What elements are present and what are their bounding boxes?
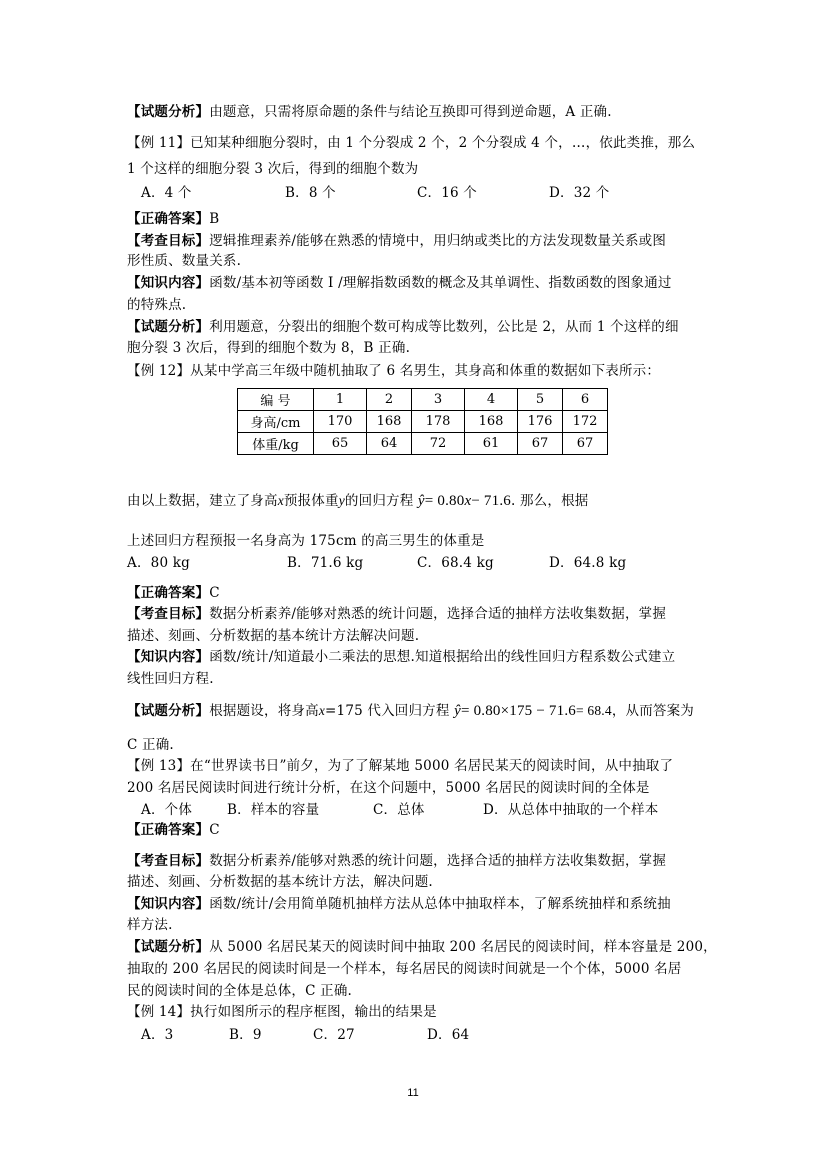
knowledge-line2: 线性回归方程. xyxy=(127,671,214,687)
text: 预报体重 xyxy=(283,493,339,509)
section-tag: 【试题分析】 xyxy=(127,703,210,719)
analysis-line1 xyxy=(127,938,717,956)
table-header-row xyxy=(238,389,608,411)
goal-line1 xyxy=(127,852,666,870)
section-tag: 【考查目标】 xyxy=(127,606,210,622)
option-c: C．27 xyxy=(313,1027,355,1043)
section-tag: 【知识内容】 xyxy=(127,649,210,665)
table-cell: 4 xyxy=(465,389,518,411)
page-number: 11 xyxy=(407,1087,419,1099)
table-cell: 168 xyxy=(367,411,412,433)
answer-value: B xyxy=(209,211,220,227)
option-b: B．9 xyxy=(229,1027,262,1043)
option-d: D．从总体中抽取的一个样本 xyxy=(483,802,659,818)
table-cell: 178 xyxy=(412,411,465,433)
knowledge-line1 xyxy=(127,274,672,292)
example-12-question-line3: 上述回归方程预报一名身高为 175cm 的高三男生的体重是 xyxy=(127,533,485,549)
goal-line1 xyxy=(127,232,666,250)
section-tag: 【试题分析】 xyxy=(127,939,210,955)
table-cell: 体重/kg xyxy=(238,433,314,455)
example-12-question-line1: 【例 12】从某中学高三年级中随机抽取了 6 名男生，其身高和体重的数据如下表所示： xyxy=(127,363,661,379)
table-cell: 67 xyxy=(518,433,563,455)
table-cell: 170 xyxy=(314,411,367,433)
table-cell: 61 xyxy=(465,433,518,455)
knowledge-line1 xyxy=(127,648,675,666)
text: . 那么，根据 xyxy=(510,493,589,509)
table-cell: 67 xyxy=(563,433,608,455)
knowledge-text: 函数/统计/会用简单随机抽样方法从总体中抽取样本，了解系统抽样和系统抽 xyxy=(209,896,671,912)
table-row xyxy=(238,433,608,455)
option-c: C．68.4 kg xyxy=(417,555,494,571)
variable-x: x xyxy=(318,703,326,718)
table-cell: 编 号 xyxy=(238,389,314,411)
table-row xyxy=(238,411,608,433)
analysis-line3: 民的阅读时间的全体是总体，C 正确. xyxy=(127,983,353,999)
option-b: B．样本的容量 xyxy=(227,802,320,818)
knowledge-line1 xyxy=(127,895,671,913)
variable-y: y xyxy=(338,493,345,508)
table-cell: 172 xyxy=(563,411,608,433)
example-11-question-line2: 1 个这样的细胞分裂 3 次后，得到的细胞个数为 xyxy=(127,161,419,177)
goal-line2: 描述、刻画、分析数据的基本统计方法解决问题. xyxy=(127,628,420,644)
option-b: B．8 个 xyxy=(285,185,336,201)
section-tag: 【正确答案】 xyxy=(127,822,210,838)
goal-line1 xyxy=(127,605,666,623)
goal-line2: 描述、刻画、分析数据的基本统计方法，解决问题. xyxy=(127,874,433,890)
analysis-text: ，从而答案为 xyxy=(611,703,695,719)
section-tag: 【考查目标】 xyxy=(127,233,210,249)
analysis-line2: 胞分裂 3 次后，得到的细胞个数为 8，B 正确. xyxy=(127,340,411,356)
example-11-question-line1: 【例 11】已知某种细胞分裂时，由 1 个分裂成 2 个，2 个分裂成 4 个，…，依此类推，那么 xyxy=(127,135,696,151)
option-c: C．16 个 xyxy=(417,185,477,201)
goal-text: 逻辑推理素养/能够在熟悉的情境中，用归纳或类比的方法发现数量关系或图 xyxy=(209,233,667,249)
analysis-text: 从 5000 名居民某天的阅读时间中抽取 200 名居民的阅读时间，样本容量是 200， xyxy=(209,939,717,955)
goal-text: 数据分析素养/能够对熟悉的统计问题，选择合适的抽样方法收集数据，掌握 xyxy=(209,853,667,869)
analysis-text: 利用题意，分裂出的细胞个数可构成等比数列，公比是 2，从而 1 个这样的细 xyxy=(209,319,679,335)
option-a: A．4 个 xyxy=(141,185,192,201)
option-a: A．个体 xyxy=(141,802,193,818)
equation-result: = 68.4 xyxy=(575,703,612,718)
equation-part: = 0.80×175 − 71.6 xyxy=(460,703,576,719)
y-hat: ŷ xyxy=(417,493,425,509)
option-d: D．32 个 xyxy=(549,185,610,201)
option-d: D．64.8 kg xyxy=(549,555,627,571)
knowledge-text: 函数/统计/知道最小二乘法的思想.知道根据给出的线性回归方程系数公式建立 xyxy=(209,649,676,665)
section-tag: 【正确答案】 xyxy=(127,211,210,227)
section-tag: 【试题分析】 xyxy=(127,104,210,120)
analysis-line xyxy=(127,103,612,121)
text: 的回归方程 xyxy=(344,493,414,509)
example-14-question-line1: 【例 14】执行如图所示的程序框图，输出的结果是 xyxy=(127,1004,437,1020)
table-cell: 176 xyxy=(518,411,563,433)
variable-x: x xyxy=(464,493,472,509)
regression-line xyxy=(127,492,588,510)
table-cell: 5 xyxy=(518,389,563,411)
answer-line xyxy=(127,584,220,602)
table-cell: 2 xyxy=(367,389,412,411)
table-cell: 身高/cm xyxy=(238,411,314,433)
analysis-line2: 抽取的 200 名居民的阅读时间是一个样本，每名居民的阅读时间就是一个个体，5000 名居 xyxy=(127,961,682,977)
option-c: C．总体 xyxy=(373,802,425,818)
section-tag: 【考查目标】 xyxy=(127,853,210,869)
section-tag: 【知识内容】 xyxy=(127,896,210,912)
table-cell: 72 xyxy=(412,433,465,455)
example-13-question-line1: 【例 13】在“世界读书日”前夕，为了了解某地 5000 名居民某天的阅读时间，从中抽取了 xyxy=(127,758,674,774)
answer-value: C xyxy=(209,585,220,601)
option-b: B．71.6 kg xyxy=(287,555,364,571)
analysis-text: 根据题设，将身高 xyxy=(209,703,319,719)
table-cell: 168 xyxy=(465,411,518,433)
knowledge-line2: 的特殊点. xyxy=(127,297,187,313)
answer-line xyxy=(127,821,220,839)
example-13-question-line2: 200 名居民阅读时间进行统计分析，在这个问题中，5000 名居民的阅读时间的全体是 xyxy=(127,780,650,796)
analysis-text: 由题意，只需将原命题的条件与结论互换即可得到逆命题，A 正确. xyxy=(209,104,612,120)
option-a: A．80 kg xyxy=(127,555,190,571)
goal-text: 数据分析素养/能够对熟悉的统计问题，选择合适的抽样方法收集数据，掌握 xyxy=(209,606,667,622)
analysis-text: =175 代入回归方程 xyxy=(325,703,450,719)
table-cell: 65 xyxy=(314,433,367,455)
text: 由以上数据，建立了身高 xyxy=(127,493,278,509)
goal-line2: 形性质、数量关系. xyxy=(127,253,242,269)
table-cell: 64 xyxy=(367,433,412,455)
section-tag: 【正确答案】 xyxy=(127,585,210,601)
option-a: A．3 xyxy=(141,1027,174,1043)
option-d: D．64 xyxy=(427,1027,470,1043)
variable-x: x xyxy=(277,493,284,508)
answer-line xyxy=(127,210,219,228)
table-cell: 1 xyxy=(314,389,367,411)
answer-value: C xyxy=(209,822,220,838)
analysis-line2: C 正确. xyxy=(127,737,174,753)
section-tag: 【知识内容】 xyxy=(127,275,210,291)
knowledge-line2: 样方法. xyxy=(127,917,173,933)
height-weight-table xyxy=(237,388,608,455)
section-tag: 【试题分析】 xyxy=(127,319,210,335)
y-hat: ŷ xyxy=(454,703,461,719)
table-cell: 6 xyxy=(563,389,608,411)
table-cell: 3 xyxy=(412,389,465,411)
knowledge-text: 函数/基本初等函数 I /理解指数函数的概念及其单调性、指数函数的图象通过 xyxy=(209,275,672,291)
analysis-line1 xyxy=(127,318,679,336)
analysis-line1 xyxy=(127,702,694,720)
equation-part: = 0.80 xyxy=(424,493,465,509)
equation-part: − 71.6 xyxy=(471,493,511,509)
